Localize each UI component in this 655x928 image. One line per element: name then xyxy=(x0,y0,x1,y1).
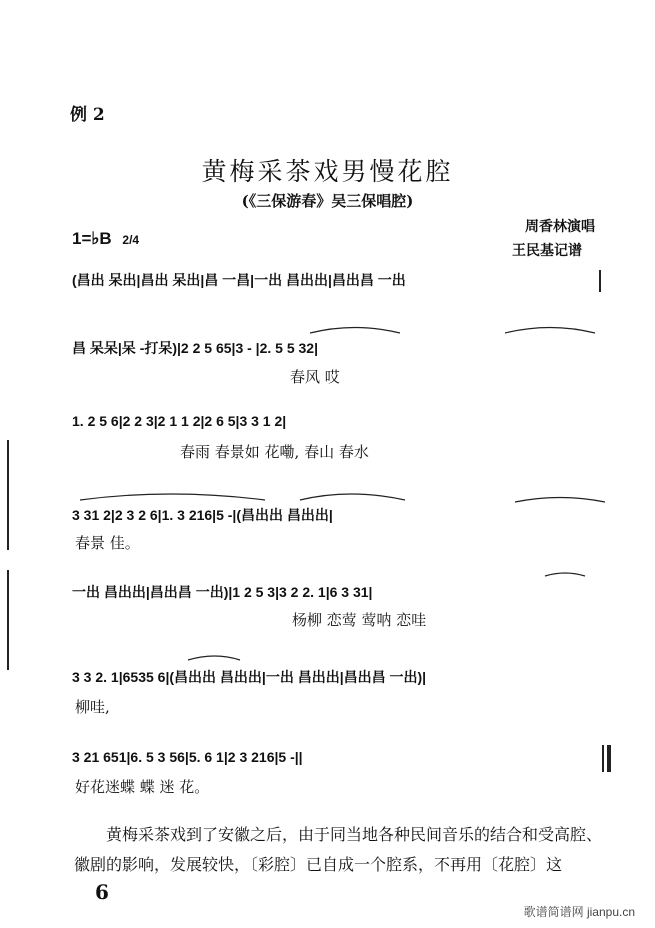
watermark: 歌谱简谱网 jianpu.cn xyxy=(523,905,635,919)
slur-mark xyxy=(310,328,400,334)
slur-mark xyxy=(80,494,265,500)
slur-mark xyxy=(545,573,585,576)
song-subtitle: (《三保游春》吴三保唱腔) xyxy=(241,192,414,210)
score-row-7: 3 21 651|6. 5 3 56|5. 6 1|2 3 216|5 -|| xyxy=(72,749,303,765)
time-signature: 2/4 xyxy=(122,233,140,247)
score-row-5: 一出 昌出出|昌出昌 一出)|1 2 5 3|3 2 2. 1|6 3 31| xyxy=(72,584,373,600)
lyric-row-2: 春风 哎 xyxy=(290,368,340,386)
slur-mark xyxy=(188,656,240,660)
slur-mark xyxy=(300,494,405,500)
score-row-6: 3 3 2. 1|6535 6|(昌出出 昌出出|一出 昌出出|昌出昌 一出)| xyxy=(72,669,427,685)
lyric-row-7: 好花迷蝶 蝶 迷 花。 xyxy=(75,778,210,796)
score-row-4: 3 31 2|2 3 2 6|1. 3 216|5 -|(昌出出 昌出出| xyxy=(72,507,333,523)
lyric-row-6: 柳哇, xyxy=(75,698,110,716)
slur-mark xyxy=(515,498,605,503)
page-number: 6 xyxy=(95,880,109,904)
scan-edge-mark xyxy=(7,440,9,550)
transcriber-credit: 王民基记谱 xyxy=(512,243,582,259)
scan-edge-mark xyxy=(7,570,9,670)
lyric-row-3: 春雨 春景如 花嘞, 春山 春水 xyxy=(180,443,369,461)
key-signature xyxy=(72,229,139,249)
body-paragraph: 黄梅采茶戏到了安徽之后，由于同当地各种民间音乐的结合和受高腔、徽剧的影响，发展较快，〔彩腔〕已自成一个腔系，不再用〔花腔〕这 xyxy=(74,825,603,874)
song-title: 黄梅采茶戏男慢花腔 xyxy=(201,157,454,186)
slur-mark xyxy=(505,328,595,334)
lyric-row-4: 春景 佳。 xyxy=(75,534,140,552)
lyric-row-5: 杨柳 恋莺 莺呐 恋哇 xyxy=(292,611,427,629)
key-text: 1=♭B xyxy=(72,229,112,248)
singer-credit: 周香林演唱 xyxy=(525,219,595,235)
score-row-2: 昌 呆呆|呆 -打呆)|2 2 5 65|3 - |2. 5 5 32| xyxy=(72,340,319,356)
score-row-3: 1. 2 5 6|2 2 3|2 1 1 2|2 6 5|3 3 1 2| xyxy=(72,413,287,429)
example-label: 例 2 xyxy=(70,105,105,125)
score-row-1: (昌出 呆出|昌出 呆出|昌 一昌|一出 昌出出|昌出昌 一出 xyxy=(72,272,406,288)
